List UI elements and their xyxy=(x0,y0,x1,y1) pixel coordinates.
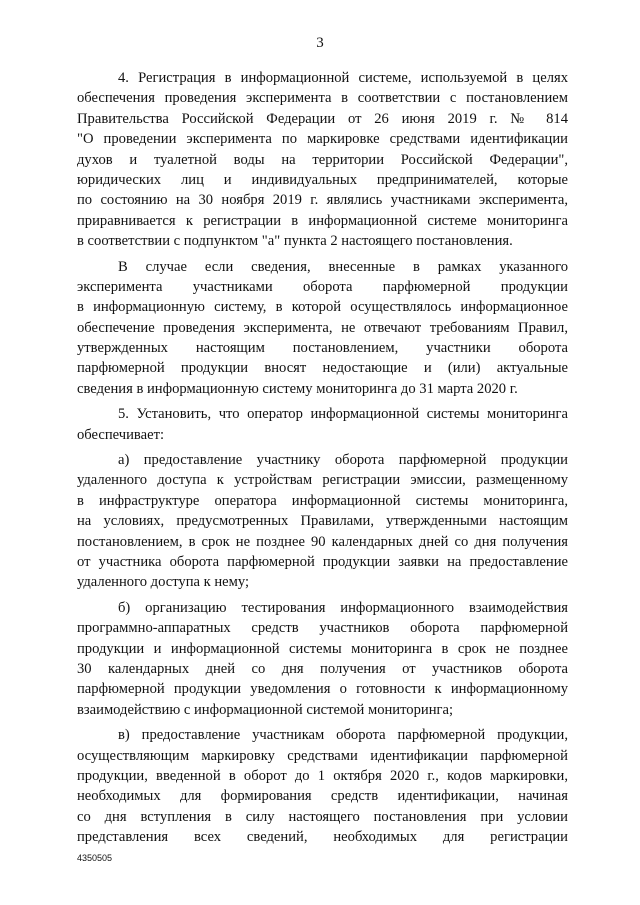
text-line: приравнивается к регистрации в информационной системе мониторинга xyxy=(77,212,568,229)
text-line: постановлением, в срок не позднее 90 календарных дней со дня получения xyxy=(77,533,568,550)
text-line: продукции, введенной в оборот до 1 октября 2020 г., кодов маркировки, xyxy=(77,767,568,784)
text-line: эксперимента участниками оборота парфюмерной продукции xyxy=(77,278,568,295)
text-line: удаленного доступа к нему; xyxy=(77,574,250,591)
text-line: Правительства Российской Федерации от 26 июня 2019 г. № 814 xyxy=(77,110,568,127)
text-line: осуществляющим маркировку средствами идентификации парфюмерной xyxy=(77,747,568,764)
text-line: представления всех сведений, необходимых для регистрации xyxy=(77,829,568,846)
text-line: обеспечивает: xyxy=(77,426,165,443)
document-body xyxy=(77,68,568,847)
text-line: необходимых для формирования средств идентификации, начиная xyxy=(77,788,568,805)
text-line: парфюмерной продукции вносят недостающие и (или) актуальные xyxy=(77,360,568,377)
text-line: удаленного доступа к устройствам регистрации эмиссии, размещенному xyxy=(77,472,568,489)
text-line: 5. Установить, что оператор информационной системы мониторинга xyxy=(118,406,568,423)
text-line: обеспечение проведения эксперимента, не отвечают требованиям Правил, xyxy=(77,319,568,336)
text-line: в информационную систему, в которой осуществлялось информационное xyxy=(77,299,568,316)
text-line: по состоянию на 30 ноября 2019 г. являлись участниками эксперимента, xyxy=(77,192,568,209)
document-code: 4350505 xyxy=(77,853,113,863)
text-line: утвержденных настоящим постановлением, участники оборота xyxy=(77,340,568,357)
text-line: в соответствии с подпунктом "а" пункта 2 настоящего постановления. xyxy=(77,233,513,250)
text-line: в) предоставление участникам оборота парфюмерной продукции, xyxy=(118,727,568,744)
text-line: от участника оборота парфюмерной продукции заявки на предоставление xyxy=(77,553,568,570)
text-line: сведения в информационную систему мониторинга до 31 марта 2020 г. xyxy=(77,380,518,397)
text-line: в инфраструктуре оператора информационной системы мониторинга, xyxy=(77,492,568,509)
text-line: а) предоставление участнику оборота парфюмерной продукции xyxy=(118,452,568,469)
text-line: юридических лиц и индивидуальных предпринимателей, которые xyxy=(77,171,568,188)
text-line: со дня вступления в силу настоящего постановления при условии xyxy=(77,808,568,825)
text-line: продукции и информационной системы мониторинга в срок не позднее xyxy=(77,640,568,657)
page-number: 3 xyxy=(316,35,324,51)
text-line: духов и туалетной воды на территории Российской Федерации", xyxy=(77,151,568,168)
text-line: В случае если сведения, внесенные в рамках указанного xyxy=(118,258,568,275)
text-line: 4. Регистрация в информационной системе, используемой в целях xyxy=(118,70,568,86)
text-line: 30 календарных дней со дня получения от участников оборота xyxy=(77,660,568,677)
text-line: б) организацию тестирования информационного взаимодействия xyxy=(118,599,568,616)
text-line: на условиях, предусмотренных Правилами, утвержденными настоящим xyxy=(77,513,568,530)
text-line: парфюмерной продукции уведомления о готовности к информационному xyxy=(77,681,568,698)
text-line: "О проведении эксперимента по маркировке средствами идентификации xyxy=(77,131,568,148)
text-line: программно-аппаратных средств участников оборота парфюмерной xyxy=(77,620,568,637)
text-line: взаимодействию с информационной системой мониторинга; xyxy=(77,701,454,718)
text-line: обеспечения проведения эксперимента в соответствии с постановлением xyxy=(77,90,568,107)
